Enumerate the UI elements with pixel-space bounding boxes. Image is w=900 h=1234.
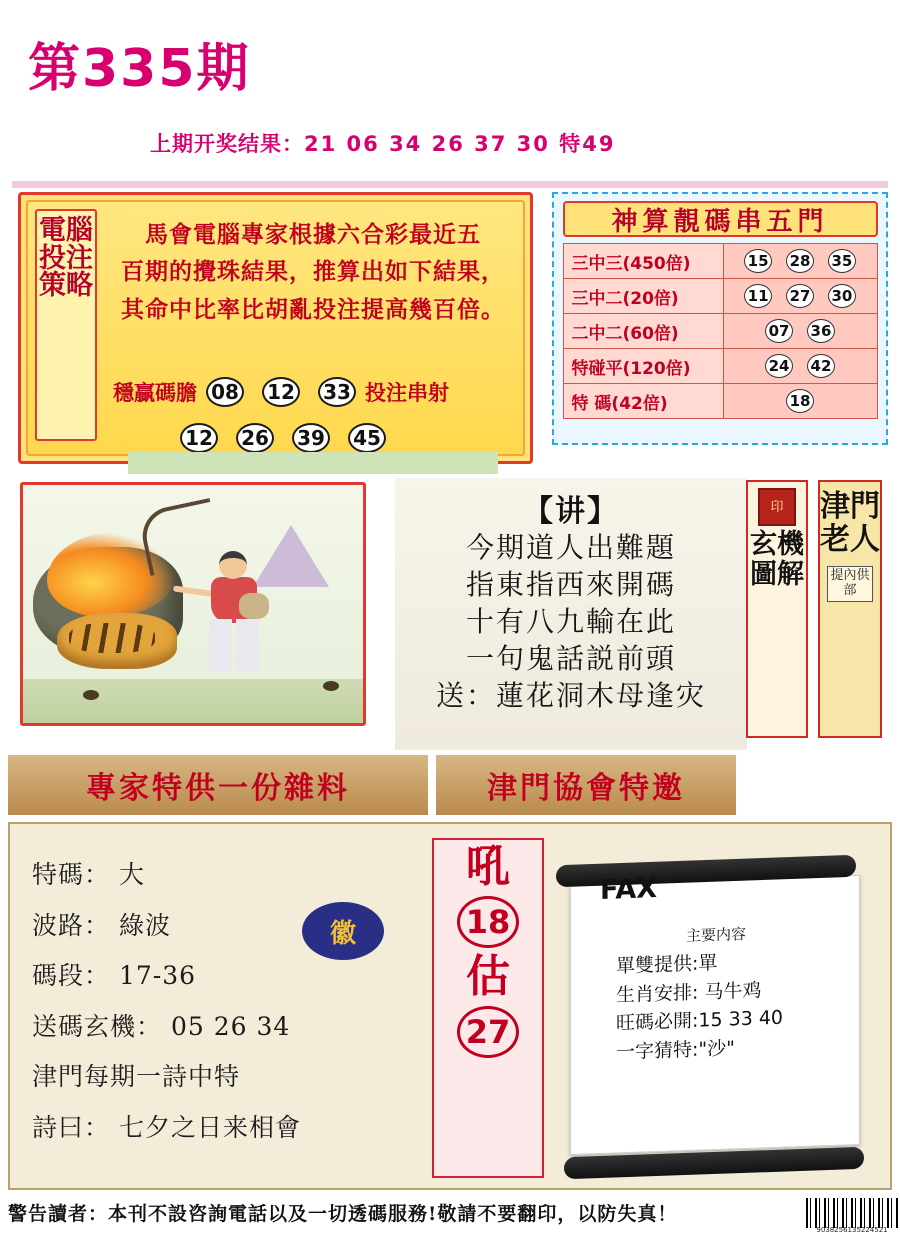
lucky-ball: 28 — [786, 249, 814, 273]
fact-key: 送碼玄機： — [32, 1011, 163, 1041]
table-row — [563, 279, 877, 314]
pick-label-right: 投注串射 — [365, 381, 449, 405]
bug-shape — [83, 690, 99, 700]
pick-ball: 08 — [206, 377, 244, 407]
bug-shape — [323, 681, 339, 691]
fax-label: FAX — [600, 873, 658, 906]
howl-number-1: 18 — [457, 896, 519, 948]
poem-send-line: 送：蓮花洞木母逢灾 — [435, 678, 706, 712]
lucky-ball: 35 — [828, 249, 856, 273]
poem-block — [395, 478, 747, 750]
fax-scroll — [556, 852, 872, 1180]
lucky-ball: 18 — [786, 389, 814, 413]
mountain-shape — [253, 525, 329, 587]
pick-label-left: 穩贏碼膽 — [113, 381, 197, 405]
lucky-row-balls — [723, 384, 877, 419]
pick-row-secondary — [171, 423, 501, 453]
previous-result-label: 上期开奖结果： — [150, 132, 304, 156]
fax-content-title: 主要内容 — [685, 924, 746, 946]
facts-list — [32, 850, 432, 1153]
pick-ball: 33 — [318, 377, 356, 407]
tiger-figure — [57, 613, 177, 669]
lucky-panel-title: 神算靚碼串五門 — [563, 201, 878, 237]
list-item — [32, 1002, 432, 1053]
lucky-row-label: 特碰平(120倍) — [563, 349, 723, 384]
xuanji-banner-text — [748, 530, 806, 590]
lucky-row-balls — [723, 244, 877, 279]
seal-icon: 印 — [758, 488, 796, 526]
issue-title: 第335期 — [28, 39, 251, 99]
list-item — [32, 1103, 432, 1154]
laoren-banner-label: 津門老人 — [820, 489, 880, 557]
lucky-row-balls — [723, 279, 877, 314]
lucky-table — [563, 243, 878, 419]
lucky-ball: 42 — [807, 354, 835, 378]
table-row — [563, 244, 877, 279]
fact-value: 大 — [118, 860, 145, 889]
lucky-ball: 15 — [744, 249, 772, 273]
howl-char-1: 吼 — [466, 841, 510, 892]
poem-line: 十有八九輸在此 — [465, 604, 676, 638]
ribbon-association-invite — [436, 755, 736, 815]
fact-key: 特碼： — [32, 860, 111, 889]
figure-head — [219, 551, 247, 579]
ribbon-right-label: 津門協會特邀 — [487, 771, 685, 806]
footer-warning: 警告讀者：本刊不設咨詢電話以及一切透碼服務!敬請不要翻印，以防失真！ — [8, 1202, 678, 1225]
fact-value: 七夕之日来相會 — [118, 1112, 301, 1142]
fact-value: 17-36 — [118, 961, 197, 990]
fact-key: 詩曰： — [32, 1112, 111, 1142]
lucky-row-label: 三中二(20倍) — [563, 279, 723, 314]
previous-result — [150, 128, 615, 158]
grass-ground — [23, 679, 363, 723]
xuanji-banner — [746, 480, 808, 738]
ribbon-left-label: 專家特供一份雜料 — [86, 771, 350, 806]
pick-ball: 26 — [236, 423, 274, 453]
fax-content — [590, 920, 842, 1068]
howl-char-2: 估 — [466, 951, 510, 1003]
figure-legs — [209, 619, 259, 671]
table-row — [563, 314, 877, 349]
illustration — [20, 482, 366, 726]
lucky-ball: 07 — [765, 319, 793, 343]
pick-row-primary — [113, 377, 523, 407]
pot-shape — [239, 593, 269, 619]
lucky-ball: 30 — [828, 284, 856, 308]
green-highlight-bar — [128, 452, 498, 474]
strategy-title-c1: 電腦投注策略 — [39, 215, 93, 302]
howl-number-2: 27 — [457, 1006, 519, 1058]
barcode-number: 9038256135224521 — [816, 1226, 888, 1234]
strategy-box — [18, 192, 533, 464]
list-item — [32, 1052, 432, 1103]
list-item — [32, 850, 432, 901]
top-band — [12, 181, 888, 188]
fact-key: 波路： — [32, 910, 111, 940]
internal-supply-note — [827, 566, 873, 602]
fax-content-line: 單雙提供:單 — [616, 951, 718, 978]
poem-tag: 【讲】 — [523, 494, 619, 529]
lucky-row-label: 特 碼(42倍) — [563, 384, 723, 419]
internal-supply-note-label: 提內供部 — [830, 568, 870, 598]
table-row — [563, 349, 877, 384]
fact-value: 05 26 34 — [170, 1011, 291, 1041]
lucky-row-balls — [723, 349, 877, 384]
fact-key: 津門每期一詩中特 — [32, 1062, 241, 1091]
pick-ball: 45 — [348, 423, 386, 453]
table-row — [563, 384, 877, 419]
poem-line: 指東指西來開碼 — [465, 567, 676, 601]
strategy-text — [113, 217, 513, 329]
poem-line: 一句鬼話説前頭 — [465, 641, 676, 675]
strategy-line-3: 其命中比率比胡亂投注提高幾百倍。 — [121, 296, 505, 323]
lucky-ball: 11 — [744, 284, 772, 308]
strategy-line-2: 百期的攪珠結果，推算出如下結果， — [121, 259, 505, 286]
laoren-banner — [818, 480, 882, 738]
fact-key: 碼段： — [32, 961, 111, 990]
strategy-line-1: 馬會電腦專家根據六合彩最近五 — [145, 222, 481, 248]
fax-content-line: 一字猜特:"沙" — [616, 1036, 735, 1063]
lucky-ball: 24 — [765, 354, 793, 378]
association-emblem-icon: 徽 — [302, 902, 384, 960]
pick-ball: 12 — [180, 423, 218, 453]
lucky-row-label: 二中二(60倍) — [563, 314, 723, 349]
laoren-banner-text — [820, 490, 880, 556]
fax-content-line: 旺碼必開:15 33 40 — [616, 1006, 784, 1035]
lucky-numbers-panel — [552, 192, 888, 445]
ribbon-expert-supply — [8, 755, 428, 815]
list-item — [32, 951, 432, 1002]
lucky-row-balls — [723, 314, 877, 349]
previous-result-numbers: 21 06 34 26 37 30 特49 — [304, 132, 616, 156]
lucky-row-label: 三中三(450倍) — [563, 244, 723, 279]
footer — [8, 1196, 892, 1228]
xuanji-banner-label: 玄機圖解 — [750, 529, 804, 591]
pick-ball: 12 — [262, 377, 300, 407]
fact-value: 綠波 — [118, 910, 171, 940]
fax-content-line: 生肖安排: 马牛鸡 — [616, 978, 762, 1006]
lucky-ball: 27 — [786, 284, 814, 308]
howl-column — [432, 838, 544, 1178]
lucky-ball: 36 — [807, 319, 835, 343]
barcode-icon — [806, 1198, 898, 1228]
strategy-title — [35, 209, 97, 441]
pick-ball: 39 — [292, 423, 330, 453]
poem-line: 今期道人出難題 — [465, 531, 676, 564]
